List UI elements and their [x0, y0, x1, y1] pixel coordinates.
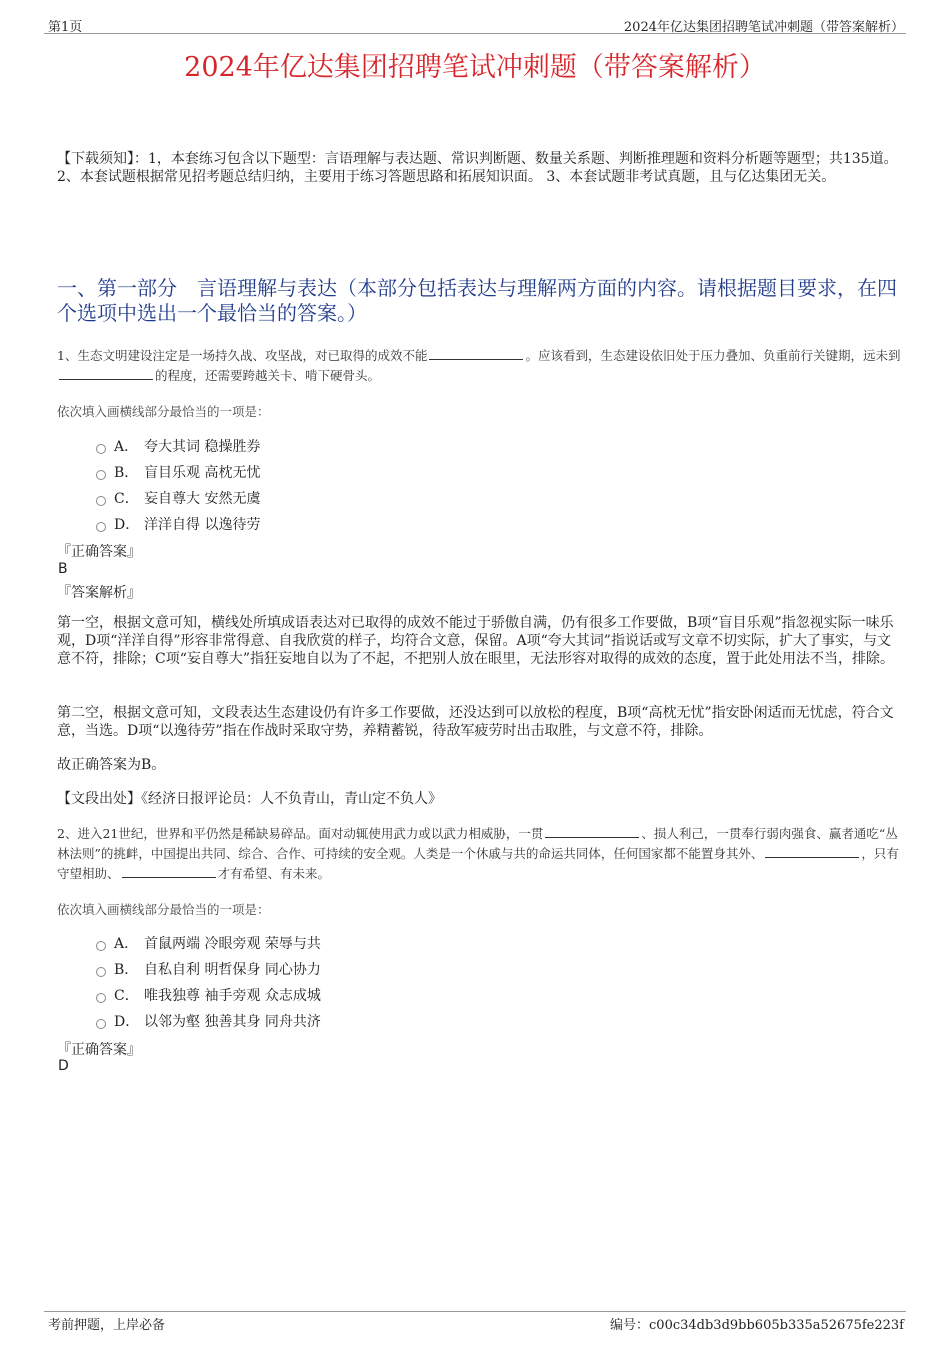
section-heading: 一、第一部分 言语理解与表达（本部分包括表达与理解两方面的内容。请根据题目要求，在四个选项中选出一个最恰当的答案。）	[57, 276, 897, 325]
answer-label: 『正确答案』	[57, 1042, 141, 1058]
footer-serial: 编号：c00c34db3d9bb605b335a52675fe223f	[610, 1318, 904, 1333]
blank-line	[765, 845, 859, 858]
radio-icon[interactable]	[96, 1019, 106, 1029]
option-a[interactable]: A． 夸大其词 稳操胜券	[96, 433, 260, 459]
answer-value: D	[58, 1058, 69, 1074]
header-page-number: 第1页	[48, 20, 83, 35]
analysis-label: 『答案解析』	[57, 585, 141, 601]
question-1-options	[96, 433, 260, 537]
question-1-stem: 1、生态文明建设注定是一场持久战、攻坚战，对已取得的成效不能 。应该看到，生态建设依旧处于压力叠加、负重前行关键期，远未到的程度，还需要跨越关卡、啃下硬骨头。	[57, 348, 901, 383]
answer-value: B	[58, 561, 68, 577]
question-2-stem: 2、进入21世纪，世界和平仍然是稀缺易碎品。面对动辄使用武力或以武力相威胁，一贯 、损人利己，一贯奉行弱肉强食、赢者通吃“丛林法则”的挑衅，中国提出共同、综合、合作、可持续的安全观。人类是一个休戚与共的命运共同体，任何国家都不能置身其外、 ，只有守望相助、 才有希望、有未来。	[57, 826, 899, 881]
footer-rule	[44, 1311, 906, 1312]
answer-label: 『正确答案』	[57, 544, 141, 560]
radio-icon[interactable]	[96, 993, 106, 1003]
header-rule	[44, 33, 906, 34]
option-b[interactable]: B． 盲目乐观 高枕无忧	[96, 459, 260, 485]
header-doc-title: 2024年亿达集团招聘笔试冲刺题（带答案解析）	[623, 20, 904, 35]
page-title: 2024年亿达集团招聘笔试冲刺题（带答案解析）	[184, 52, 766, 83]
question-2-prompt: 依次填入画横线部分最恰当的一项是：	[57, 902, 270, 917]
question-1-prompt: 依次填入画横线部分最恰当的一项是：	[57, 404, 270, 419]
radio-icon[interactable]	[96, 496, 106, 506]
option-d[interactable]: D． 以邻为壑 独善其身 同舟共济	[96, 1008, 321, 1034]
blank-line	[429, 347, 523, 360]
footer-slogan: 考前押题，上岸必备	[48, 1318, 166, 1333]
radio-icon[interactable]	[96, 470, 106, 480]
radio-icon[interactable]	[96, 967, 106, 977]
option-c[interactable]: C． 妄自尊大 安然无虞	[96, 485, 260, 511]
analysis-conclusion: 故正确答案为B。	[57, 757, 166, 773]
download-notice: 【下载须知】：1，本套练习包含以下题型：言语理解与表达题、常识判断题、数量关系题、判断推理题和资料分析题等题型；共135道。 2、本套试题根据常见招考题总结归纳，主要用于练习答题思路和拓展知识面。 3、本套试题非考试真题，且与亿达集团无关。	[57, 151, 898, 185]
option-d[interactable]: D． 洋洋自得 以逸待劳	[96, 511, 260, 537]
option-a[interactable]: A． 首鼠两端 冷眼旁观 荣辱与共	[96, 930, 321, 956]
option-c[interactable]: C． 唯我独尊 袖手旁观 众志成城	[96, 982, 321, 1008]
radio-icon[interactable]	[96, 941, 106, 951]
question-2-options	[96, 930, 321, 1034]
blank-line	[59, 367, 153, 380]
radio-icon[interactable]	[96, 522, 106, 532]
text-source: 【文段出处】《经济日报评论员：人不负青山，青山定不负人》	[57, 791, 442, 807]
radio-icon[interactable]	[96, 444, 106, 454]
analysis-paragraph-1: 第一空，根据文意可知，横线处所填成语表达对已取得的成效不能过于骄傲自满，仍有很多工作要做，B项“盲目乐观”指忽视实际一味乐观，D项“洋洋自得”形容非常得意、自我欣赏的样子，均符合文意，保留。A项“夸大其词”指说话或写文章不切实际，扩大了事实，与文意不符，排除；C项“妄自尊大”指狂妄地自以为了不起，不把别人放在眼里，无法形容对取得的成效的态度，置于此处用法不当，排除。	[57, 615, 895, 667]
analysis-paragraph-2: 第二空，根据文意可知，文段表达生态建设仍有许多工作要做，还没达到可以放松的程度，B项“高枕无忧”指安卧闲适而无忧虑，符合文意，当选。D项“以逸待劳”指在作战时采取守势，养精蓄锐，待敌军疲劳时出击取胜，与文意不符，排除。	[57, 705, 894, 739]
option-b[interactable]: B． 自私自利 明哲保身 同心协力	[96, 956, 321, 982]
blank-line	[122, 865, 216, 878]
blank-line	[545, 825, 639, 838]
